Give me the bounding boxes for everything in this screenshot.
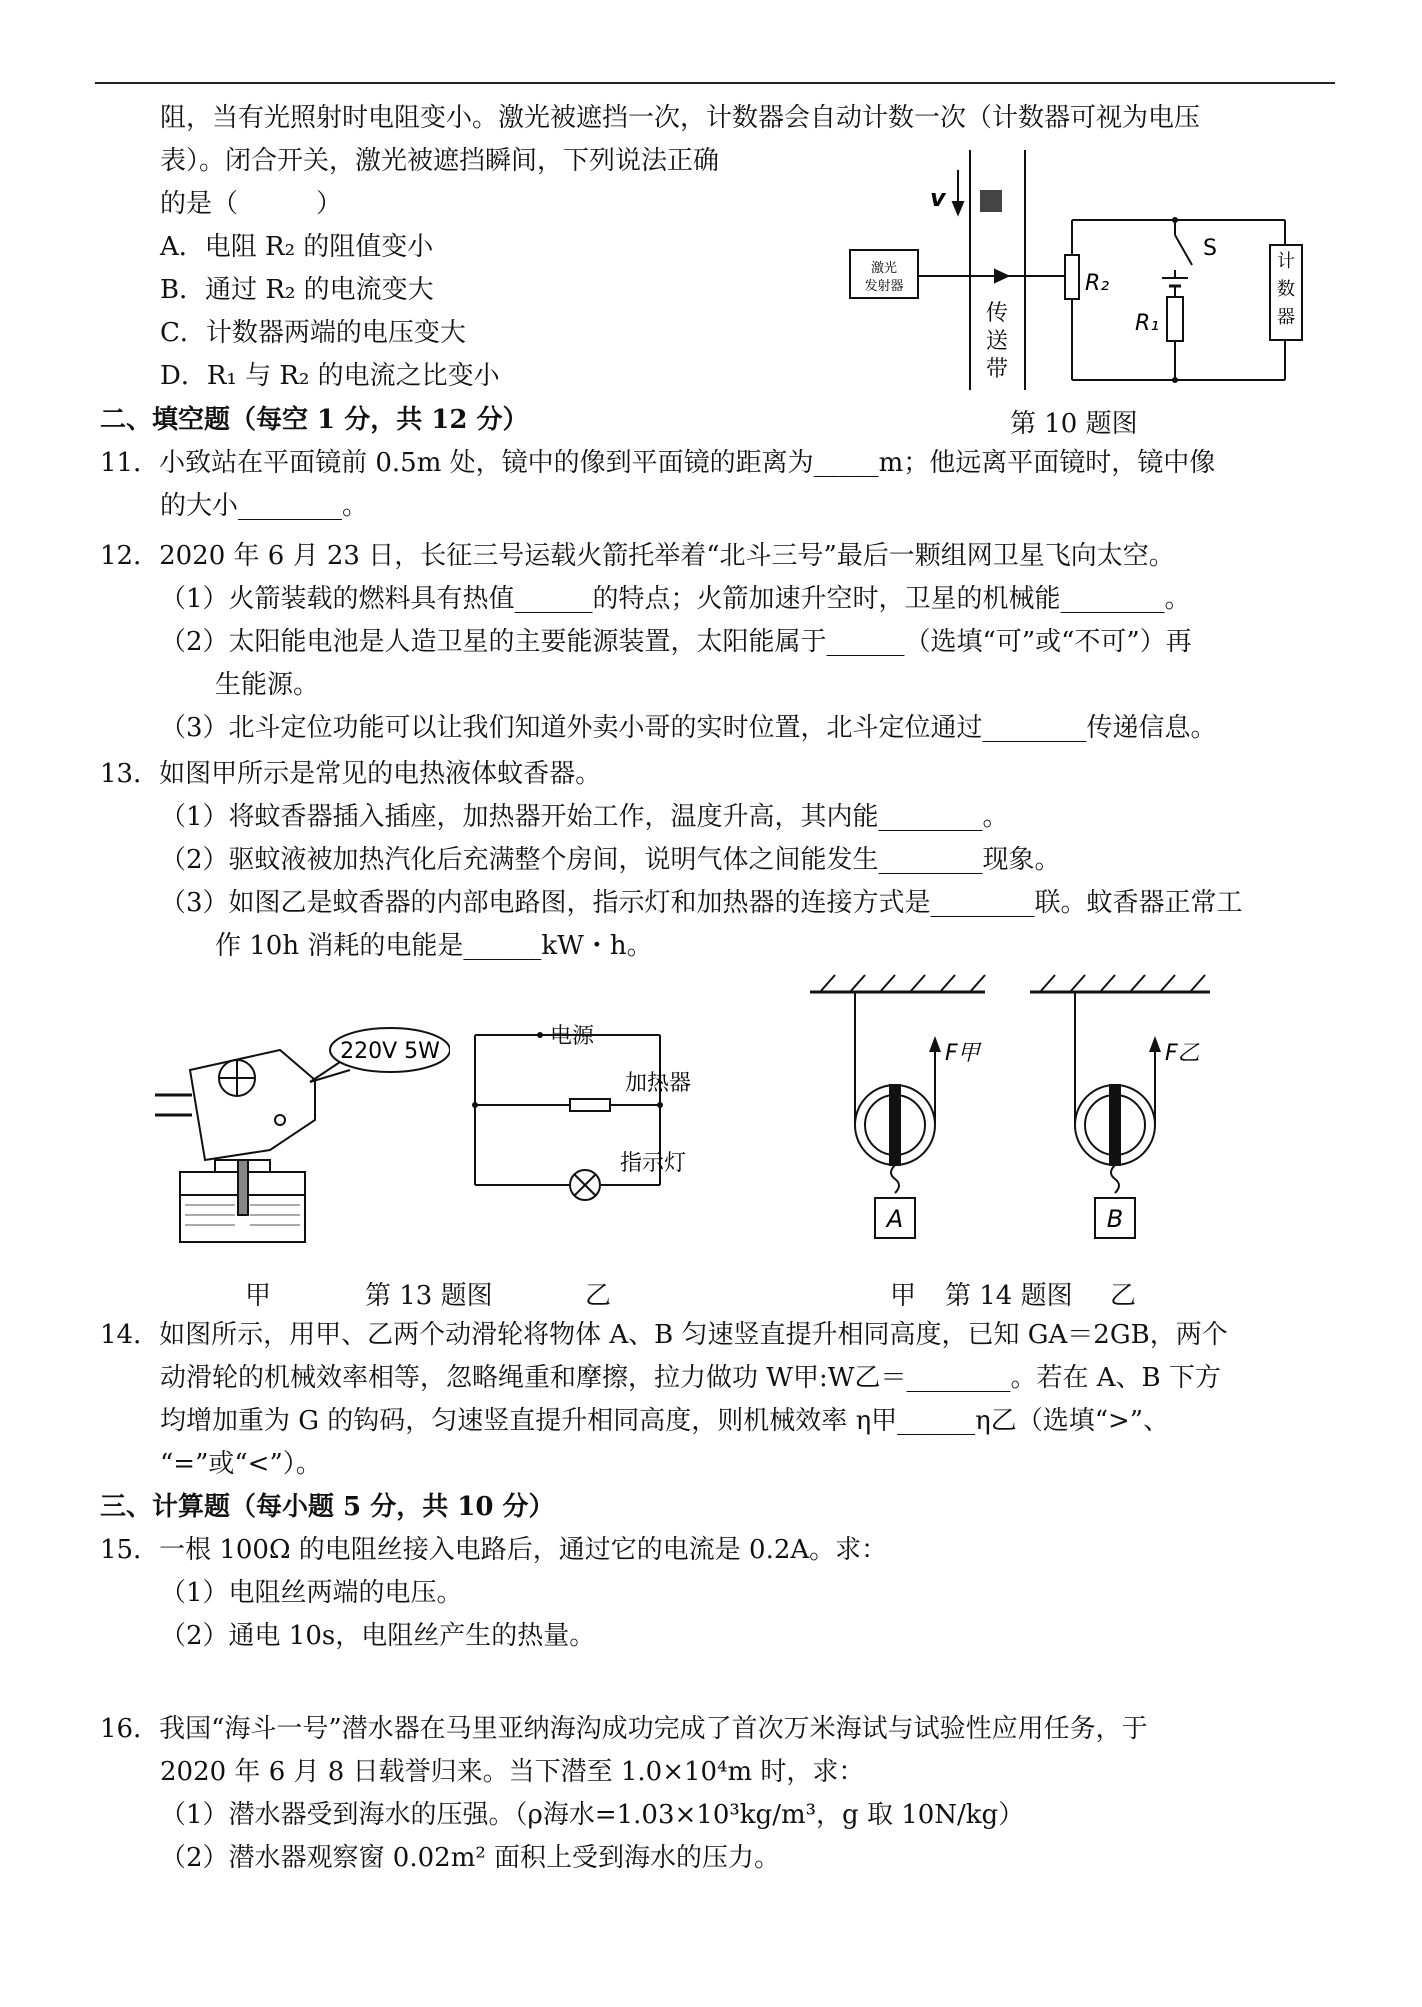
top-rule: [95, 82, 1335, 84]
figure-10-circuit: [840, 140, 1340, 400]
q10-option-c: C．计数器两端的电压变大: [160, 318, 466, 348]
force-yi-label: F乙: [1165, 1041, 1200, 1066]
q10-option-a: A．电阻 R₂ 的阻值变小: [160, 232, 434, 262]
figure-10-caption: 第 10 题图: [1010, 409, 1138, 439]
q12-part2b: 生能源。: [215, 670, 320, 700]
q16-line2: 2020 年 6 月 8 日载誉归来。当下潜至 1.0×10⁴m 时，求：: [160, 1757, 865, 1787]
rating-label: 220V 5W: [340, 1039, 440, 1064]
belt-label-2: 送: [985, 329, 1009, 354]
caption-jia-13: 甲: [245, 1281, 272, 1311]
figure-13-circuit: [460, 1015, 720, 1215]
q15-part2: （2）通电 10s，电阻丝产生的热量。: [160, 1621, 596, 1651]
caption-figure-13: 第 13 题图: [365, 1281, 493, 1311]
q14-line2: 动滑轮的机械效率相等，忽略绳重和摩擦，拉力做功 W甲:W乙＝________。若在 A、B 下方: [160, 1363, 1221, 1393]
q11-line2: 的大小________。: [160, 491, 369, 521]
caption-yi-13: 乙: [585, 1281, 612, 1311]
laser-label-1: 激光: [870, 261, 898, 276]
counter-label-2: 数: [1277, 279, 1295, 300]
switch-label: S: [1203, 236, 1217, 261]
q10-text-line2: 表）。闭合开关，激光被遮挡瞬间，下列说法正确: [160, 146, 720, 176]
q15-part1: （1）电阻丝两端的电压。: [160, 1578, 463, 1608]
q16-part2: （2）潜水器观察窗 0.02m² 面积上受到海水的压力。: [160, 1843, 781, 1873]
counter-label-3: 器: [1277, 307, 1295, 328]
q10-text-line3: 的是（ ）: [160, 189, 343, 219]
r1-label: R₁: [1135, 311, 1160, 336]
q10-text-line1: 阻，当有光照射时电阻变小。激光被遮挡一次，计数器会自动计数一次（计数器可视为电压: [160, 103, 1201, 133]
block-b-label: B: [1106, 1205, 1124, 1233]
q14-line1: 14．如图所示，用甲、乙两个动滑轮将物体 A、B 匀速竖直提升相同高度，已知 GA＝2GB，两个: [100, 1320, 1228, 1350]
q10-option-b: B．通过 R₂ 的电流变大: [160, 275, 434, 305]
velocity-label: v: [930, 184, 946, 212]
q13-part3b: 作 10h 消耗的电能是______kW・h。: [215, 931, 653, 961]
obstacle-block: [980, 190, 1002, 212]
q15-line1: 15．一根 100Ω 的电阻丝接入电路后，通过它的电流是 0.2A。求：: [100, 1535, 888, 1565]
heater-label: 加热器: [625, 1071, 692, 1096]
caption-yi-14: 乙: [1110, 1281, 1137, 1311]
lamp-label: 指示灯: [620, 1151, 687, 1176]
block-a-label: A: [886, 1205, 904, 1233]
power-source-label: 电源: [550, 1024, 595, 1049]
counter-label-1: 计: [1277, 251, 1295, 272]
q13-part1: （1）将蚊香器插入插座，加热器开始工作，温度升高，其内能________。: [160, 802, 1009, 832]
q12-part3: （3）北斗定位功能可以让我们知道外卖小哥的实时位置，北斗定位通过________传递信息。: [160, 713, 1217, 743]
q12-line1: 12．2020 年 6 月 23 日，长征三号运载火箭托举着“北斗三号”最后一颗组网卫星飞向太空。: [100, 541, 1175, 571]
laser-label-2: 发射器: [864, 279, 904, 294]
section-3-title: 三、计算题（每小题 5 分，共 10 分）: [100, 1492, 555, 1522]
caption-figure-14: 第 14 题图: [945, 1281, 1073, 1311]
section-2-title: 二、填空题（每空 1 分，共 12 分）: [100, 405, 529, 435]
q16-part1: （1）潜水器受到海水的压强。（ρ海水=1.03×10³kg/m³，g 取 10N/kg）: [160, 1800, 1025, 1830]
q13-line1: 13．如图甲所示是常见的电热液体蚊香器。: [100, 759, 602, 789]
figure-14-pulleys: [790, 970, 1300, 1260]
q10-option-d: D．R₁ 与 R₂ 的电流之比变小: [160, 361, 500, 391]
caption-jia-14: 甲: [890, 1281, 917, 1311]
q14-line3: 均增加重为 G 的钩码，匀速竖直提升相同高度，则机械效率 η甲______η乙（选填“>”、: [160, 1406, 1170, 1436]
q16-line1: 16．我国“海斗一号”潜水器在马里亚纳海沟成功完成了首次万米海试与试验性应用任务，于: [100, 1714, 1148, 1744]
q12-part1: （1）火箭装载的燃料具有热值______的特点；火箭加速升空时，卫星的机械能________。: [160, 584, 1191, 614]
belt-label-1: 传: [985, 301, 1009, 326]
q12-part2a: （2）太阳能电池是人造卫星的主要能源装置，太阳能属于______（选填“可”或“不可”）再: [160, 627, 1192, 657]
force-jia-label: F甲: [945, 1041, 980, 1066]
q13-part3a: （3）如图乙是蚊香器的内部电路图，指示灯和加热器的连接方式是________联。蚊香器正常工: [160, 888, 1243, 918]
q13-part2: （2）驱蚊液被加热汽化后充满整个房间，说明气体之间能发生________现象。: [160, 845, 1061, 875]
q14-line4: “=”或“<”）。: [160, 1449, 322, 1479]
belt-label-3: 带: [985, 357, 1009, 382]
r2-label: R₂: [1085, 271, 1110, 296]
figure-13-device: [150, 1010, 450, 1250]
q11-line1: 11．小致站在平面镜前 0.5m 处，镜中的像到平面镜的距离为_____m；他远离平面镜时，镜中像: [100, 448, 1216, 478]
